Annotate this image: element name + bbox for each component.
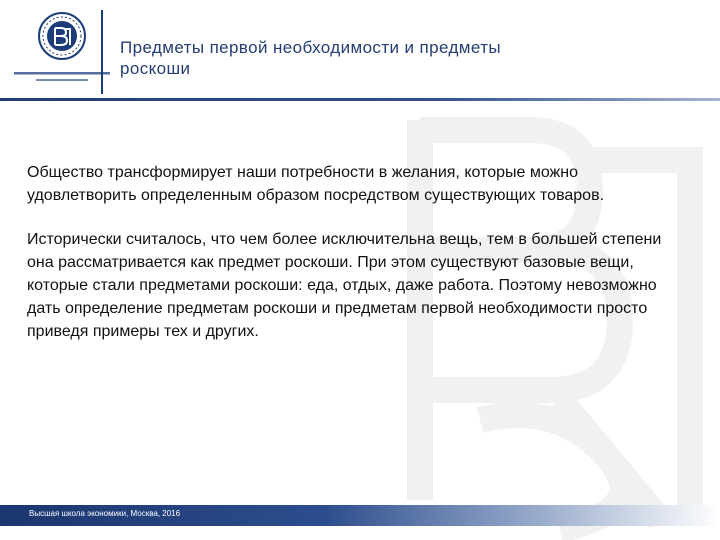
slide-title: Предметы первой необходимости и предметы роскоши	[120, 38, 501, 78]
header-divider	[101, 10, 103, 94]
university-logo-icon	[14, 8, 110, 92]
footer-text: Высшая школа экономики, Москва, 2016	[29, 509, 181, 518]
paragraph: Исторически считалось, что чем более исключительна вещь, тем в большей степени она рассматривается как предмет роскоши. При этом существуют базовые вещи, которые стали предметами роскоши: еда, отдых, даже работа. Поэтому невозможно дать определение предметам роскоши и предметам первой необходимости просто приведя примеры тех и других.	[27, 231, 662, 340]
paragraph: Общество трансформирует наши потребности в желания, которые можно удовлетворить определенным образом посредством существующих товаров.	[27, 164, 605, 204]
header-rule	[0, 98, 720, 101]
slide-content	[27, 161, 687, 364]
